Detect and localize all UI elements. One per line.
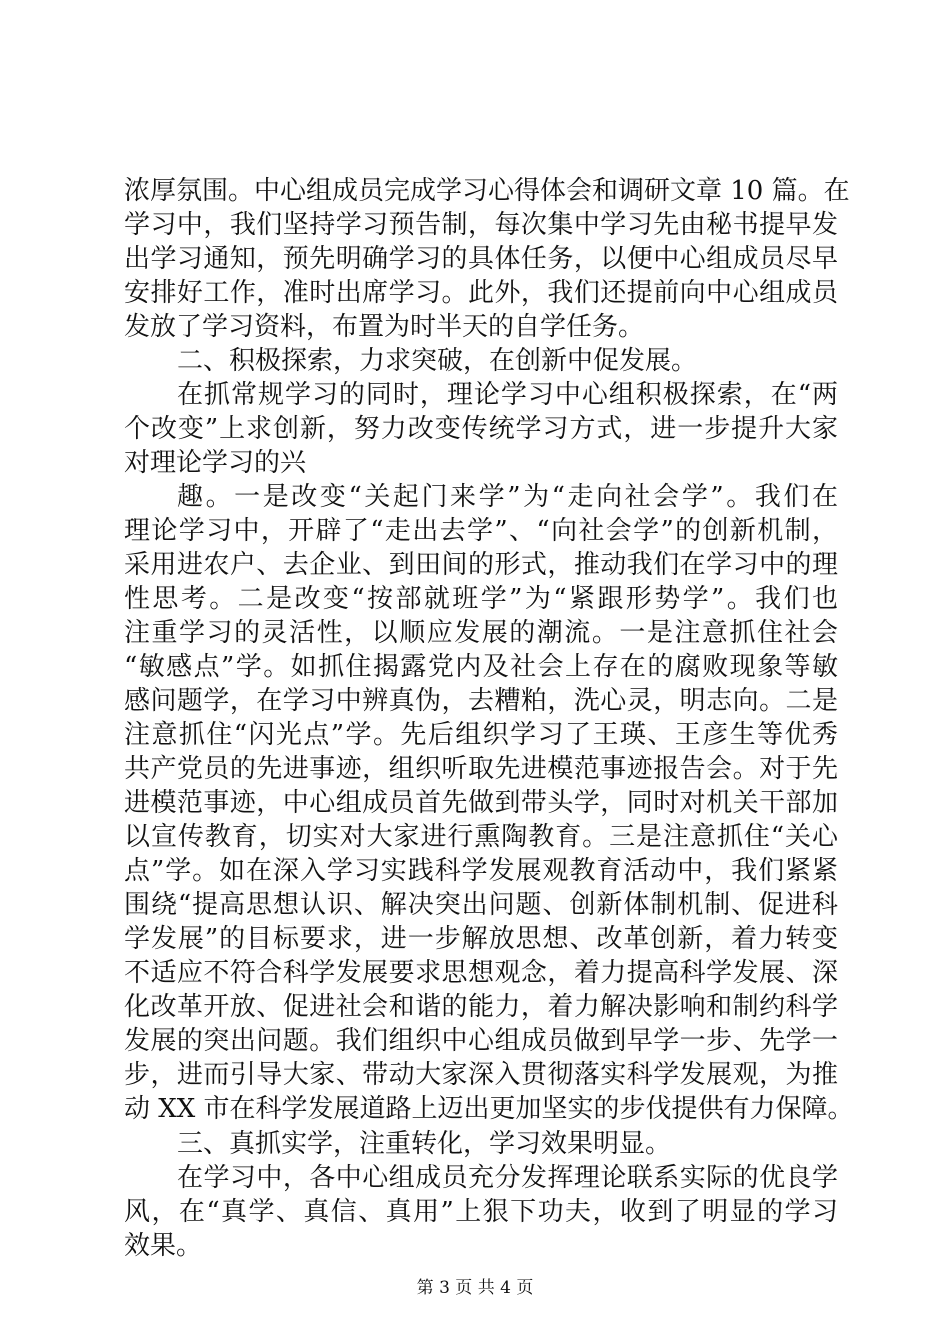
body-text-line: 发展的突出问题。我们组织中心组成员做到早学一步、先学一 [124,1026,838,1056]
body-text-line: 发放了学习资料，布置为时半天的自学任务。 [124,312,645,342]
body-text-line: 在学习中，各中心组成员充分发挥理论联系实际的优良学 [177,1163,838,1193]
body-text-line: 进模范事迹，中心组成员首先做到带头学，同时对机关干部加 [124,788,838,818]
body-text-line: 个改变”上求创新，努力改变传统学习方式，进一步提升大家 [124,414,838,444]
body-text-line: 出学习通知，预先明确学习的具体任务，以便中心组成员尽早 [124,244,838,274]
body-text-line: 动 XX 市在科学发展道路上迈出更加坚实的步伐提供有力保障。 [124,1094,854,1124]
body-text-line: “敏感点”学。如抓住揭露党内及社会上存在的腐败现象等敏 [124,652,838,682]
body-text-line: 围绕“提高思想认识、解决突出问题、创新体制机制、促进科 [124,890,838,920]
body-text-line: 性思考。二是改变“按部就班学”为“紧跟形势学”。我们也 [124,584,838,614]
body-text-line: 共产党员的先进事迹，组织听取先进模范事迹报告会。对于先 [124,754,838,784]
body-text-line: 学习中，我们坚持学习预告制，每次集中学习先由秘书提早发 [124,210,838,240]
body-text-line: 以宣传教育，切实对大家进行熏陶教育。三是注意抓住“关心 [124,822,838,852]
body-text-line: 步，进而引导大家、带动大家深入贯彻落实科学发展观，为推 [124,1060,838,1090]
body-text-line: 趣。一是改变“关起门来学”为“走向社会学”。我们在 [177,482,838,512]
page-footer: 第 3 页 共 4 页 [416,1278,534,1298]
body-text-line: 学发展”的目标要求，进一步解放思想、改革创新，着力转变 [124,924,838,954]
body-text-line: 对理论学习的兴 [124,448,307,478]
body-text-line: 采用进农户、去企业、到田间的形式，推动我们在学习中的理 [124,550,838,580]
body-text-line: 注重学习的灵活性，以顺应发展的潮流。一是注意抓住社会 [124,618,838,648]
section-heading-2: 二、积极探索，力求突破，在创新中促发展。 [177,346,698,376]
body-text-line: 不适应不符合科学发展要求思想观念，着力提高科学发展、深 [124,958,838,988]
body-text-line: 风，在“真学、真信、真用”上狠下功夫，收到了明显的学习 [124,1197,838,1227]
section-heading-3: 三、真抓实学，注重转化，学习效果明显。 [177,1129,672,1159]
body-text-line: 注意抓住“闪光点”学。先后组织学习了王瑛、王彦生等优秀 [124,720,838,750]
body-text-line: 化改革开放、促进社会和谐的能力，着力解决影响和制约科学 [124,992,838,1022]
body-text-line: 浓厚氛围。中心组成员完成学习心得体会和调研文章 10 篇。在 [124,176,850,206]
body-text-line: 效果。 [124,1231,203,1261]
body-text-line: 理论学习中，开辟了“走出去学”、“向社会学”的创新机制， [124,516,838,546]
body-text-line: 感问题学，在学习中辨真伪，去糟粕，洗心灵，明志向。二是 [124,686,838,716]
body-text-line: 点”学。如在深入学习实践科学发展观教育活动中，我们紧紧 [124,856,838,886]
body-text-line: 安排好工作，准时出席学习。此外，我们还提前向中心组成员 [124,278,838,308]
body-text-line: 在抓常规学习的同时，理论学习中心组积极探索，在“两 [177,380,838,410]
